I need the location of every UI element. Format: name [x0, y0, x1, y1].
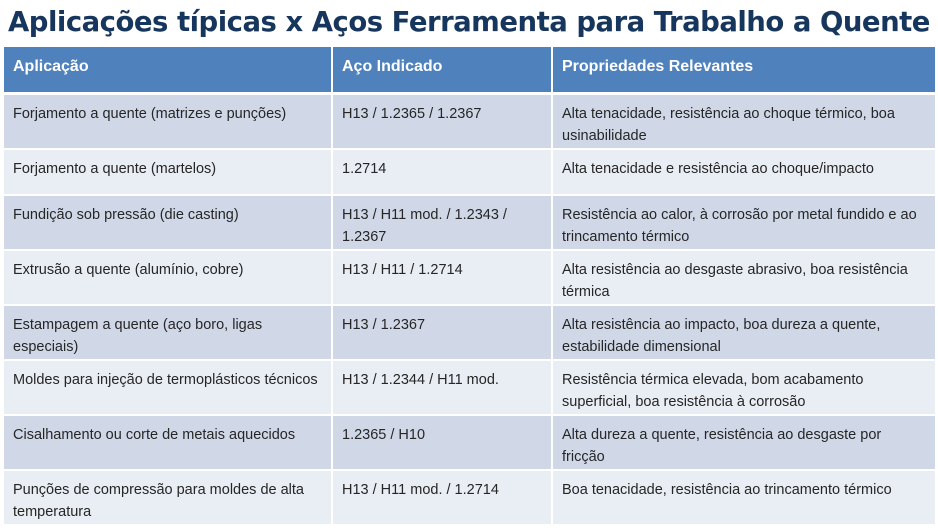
table-row	[4, 416, 935, 471]
cell-steel: H13 / H11 mod. / 1.2714	[333, 471, 553, 526]
cell-application: Fundição sob pressão (die casting)	[4, 196, 333, 251]
table-row	[4, 251, 935, 306]
cell-application: Moldes para injeção de termoplásticos técnicos	[4, 361, 333, 416]
cell-application: Punções de compressão para moldes de alta temperatura	[4, 471, 333, 526]
table-header-row	[4, 47, 935, 95]
cell-application: Cisalhamento ou corte de metais aquecidos	[4, 416, 333, 471]
cell-steel: H13 / 1.2365 / 1.2367	[333, 95, 553, 150]
table-row	[4, 471, 935, 526]
table-row	[4, 95, 935, 150]
header-application: Aplicação	[4, 47, 333, 95]
cell-steel: H13 / 1.2344 / H11 mod.	[333, 361, 553, 416]
cell-properties: Alta resistência ao impacto, boa dureza a quente, estabilidade dimensional	[553, 306, 935, 361]
header-steel: Aço Indicado	[333, 47, 553, 95]
cell-properties: Alta dureza a quente, resistência ao desgaste por fricção	[553, 416, 935, 471]
cell-application: Estampagem a quente (aço boro, ligas especiais)	[4, 306, 333, 361]
cell-application: Extrusão a quente (alumínio, cobre)	[4, 251, 333, 306]
table-row	[4, 306, 935, 361]
steel-applications-table	[4, 47, 935, 526]
cell-steel: 1.2365 / H10	[333, 416, 553, 471]
cell-steel: H13 / 1.2367	[333, 306, 553, 361]
table-row	[4, 150, 935, 196]
table-row	[4, 361, 935, 416]
page-title: Aplicações típicas x Aços Ferramenta para Trabalho a Quente	[8, 6, 930, 38]
cell-steel: 1.2714	[333, 150, 553, 196]
table-row	[4, 196, 935, 251]
cell-steel: H13 / H11 mod. / 1.2343 / 1.2367	[333, 196, 553, 251]
cell-properties: Alta tenacidade, resistência ao choque térmico, boa usinabilidade	[553, 95, 935, 150]
cell-application: Forjamento a quente (martelos)	[4, 150, 333, 196]
cell-steel: H13 / H11 / 1.2714	[333, 251, 553, 306]
header-properties: Propriedades Relevantes	[553, 47, 935, 95]
cell-properties: Alta tenacidade e resistência ao choque/impacto	[553, 150, 935, 196]
cell-properties: Alta resistência ao desgaste abrasivo, boa resistência térmica	[553, 251, 935, 306]
cell-properties: Resistência ao calor, à corrosão por metal fundido e ao trincamento térmico	[553, 196, 935, 251]
cell-properties: Boa tenacidade, resistência ao trincamento térmico	[553, 471, 935, 526]
cell-properties: Resistência térmica elevada, bom acabamento superficial, boa resistência à corrosão	[553, 361, 935, 416]
cell-application: Forjamento a quente (matrizes e punções)	[4, 95, 333, 150]
